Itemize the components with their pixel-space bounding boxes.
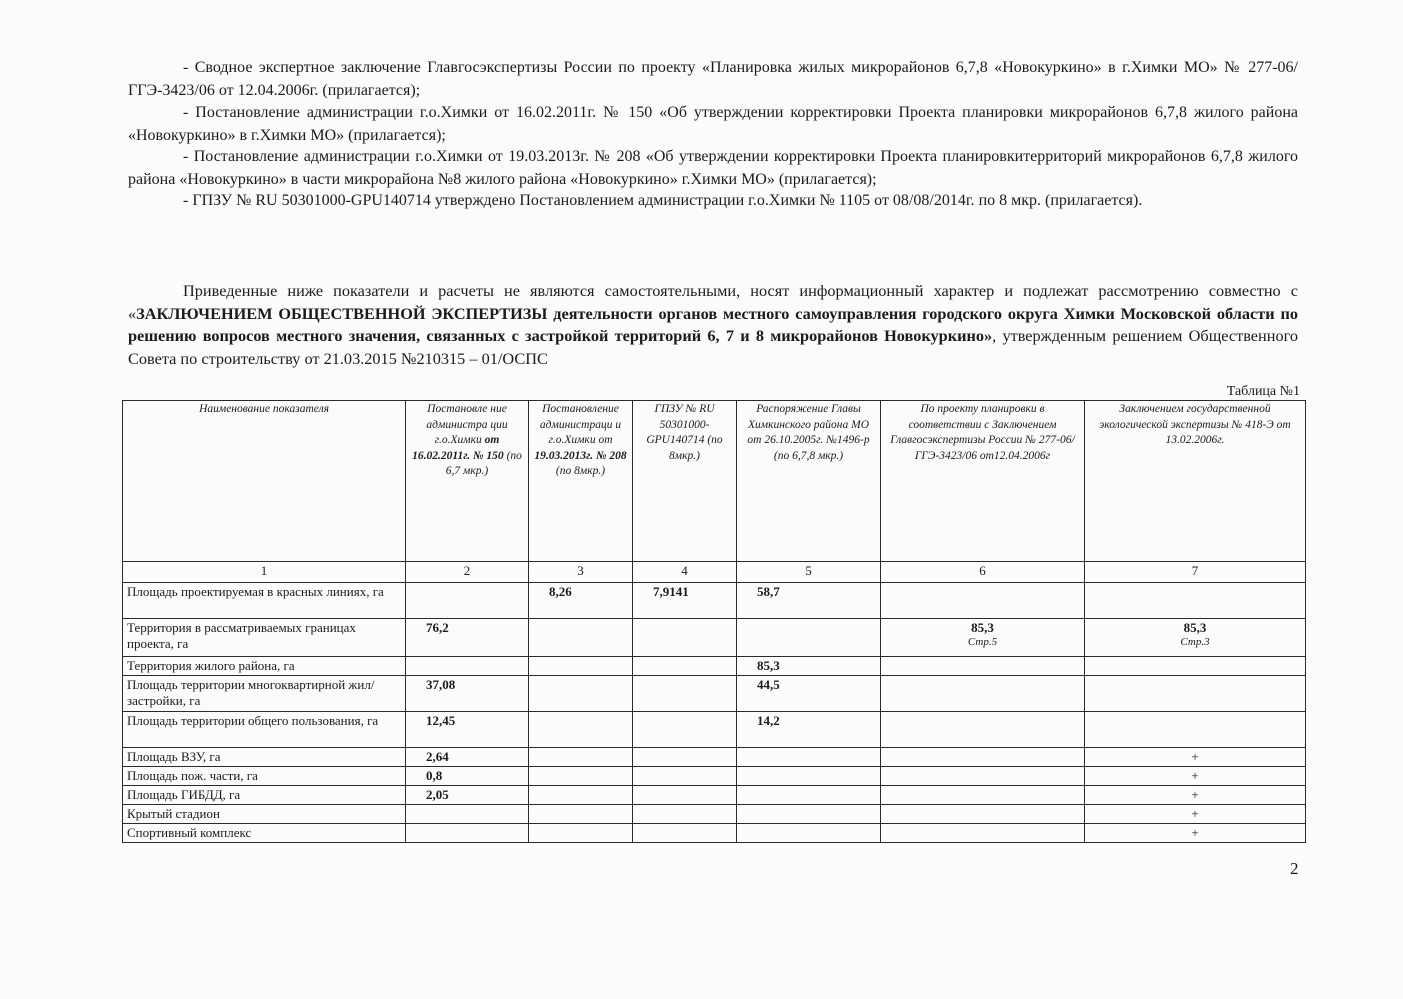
column-numbers-row xyxy=(123,562,1306,583)
bullet-4: - ГПЗУ № RU 50301000-GPU140714 утверждено Постановлением администрации г.о.Химки № 1105 от 08/08/2014г. по 8 мкр. (прилагается). xyxy=(183,192,1143,209)
cell-c3 xyxy=(529,748,633,767)
intro-text-end: , утвержденным решением Общественного Совета по строительству от 21.03.2015 №210315 – 01/ОСПС xyxy=(128,326,1299,368)
cell-c2 xyxy=(406,657,529,676)
column-number: 7 xyxy=(1085,562,1306,583)
header-decree-208-a: Постановление администраци и г.о.Химки от xyxy=(539,403,622,446)
cell-c3 xyxy=(529,767,633,786)
header-decree-208-c: (по 8мкр.) xyxy=(555,465,606,477)
header-planning-project: По проекту планировки в соответствии с Заключением Главгосэкспертизы России № 277-06/ГГЭ-3423/06 от12.04.2006г xyxy=(881,401,1085,562)
cell-c3 xyxy=(529,824,633,843)
header-decree-150-b: от 16.02.2011г. № 150 xyxy=(412,434,504,462)
header-decree-150-a: Постановле ние администра ции г.о.Химки xyxy=(426,403,508,446)
row-label: Площадь ГИБДД, га xyxy=(123,786,406,805)
cell-c7: + xyxy=(1085,767,1306,786)
cell-c7 xyxy=(1085,619,1306,657)
cell-c2: 37,08 xyxy=(406,676,529,712)
column-number: 1 xyxy=(123,562,406,583)
intro-paragraph xyxy=(128,280,1298,370)
cell-c4 xyxy=(633,748,737,767)
header-indicator-name: Наименование показателя xyxy=(123,401,406,562)
table-row xyxy=(123,712,1306,748)
cell-c7: + xyxy=(1085,824,1306,843)
cell-c5: 44,5 xyxy=(737,676,881,712)
table-row xyxy=(123,824,1306,843)
cell-c4: 7,9141 xyxy=(633,583,737,619)
row-label: Площадь проектируемая в красных линиях, га xyxy=(123,583,406,619)
cell-c2 xyxy=(406,824,529,843)
cell-c5 xyxy=(737,767,881,786)
cell-c6 xyxy=(881,805,1085,824)
cell-c7: + xyxy=(1085,786,1306,805)
cell-c6 xyxy=(881,824,1085,843)
header-decree-150 xyxy=(406,401,529,562)
bullet-2: - Постановление администрации г.о.Химки от 16.02.2011г. № 150 «Об утверждении корректировки Проекта планировки микрорайонов 6,7,8 жилого района «Новокуркино» в г.Химки МО» (прилагается); xyxy=(128,104,1298,144)
table-row xyxy=(123,676,1306,712)
cell-c4 xyxy=(633,824,737,843)
column-number: 4 xyxy=(633,562,737,583)
cell-c6 xyxy=(881,676,1085,712)
row-label: Крытый стадион xyxy=(123,805,406,824)
cell-c6 xyxy=(881,712,1085,748)
cell-c3: 8,26 xyxy=(529,583,633,619)
cell-c6 xyxy=(881,748,1085,767)
cell-c4 xyxy=(633,786,737,805)
cell-c5 xyxy=(737,824,881,843)
header-ecology-expertise: Заключением государственной экологической экспертизы № 418-Э от 13.02.2006г. xyxy=(1085,401,1306,562)
table-row xyxy=(123,767,1306,786)
cell-c2: 0,8 xyxy=(406,767,529,786)
table-row xyxy=(123,619,1306,657)
cell-c5: 85,3 xyxy=(737,657,881,676)
cell-c7 xyxy=(1085,657,1306,676)
bullet-1: - Сводное экспертное заключение Главгосэкспертизы России по проекту «Планировка жилых микрорайонов 6,7,8 «Новокуркино» в г.Химки МО» № 277-06/ГГЭ-3423/06 от 12.04.2006г. (прилагается); xyxy=(128,59,1298,99)
header-decree-150-c: (по 6,7 мкр.) xyxy=(445,449,522,477)
cell-c7 xyxy=(1085,712,1306,748)
row-label: Территория в рассматриваемых границах проекта, га xyxy=(123,619,406,657)
cell-c7 xyxy=(1085,583,1306,619)
bullet-3: - Постановление администрации г.о.Химки от 19.03.2013г. № 208 «Об утверждении корректировки Проекта планировкитерриторий микрорайонов 6,7,8 жилого района «Новокуркино» в части микрорайона №8 жилого района «Новокуркино» г.Химки МО» (прилагается); xyxy=(128,148,1298,188)
column-number: 2 xyxy=(406,562,529,583)
cell-c6-value: 85,3 xyxy=(971,620,994,635)
cell-c5 xyxy=(737,748,881,767)
header-order-1496: Распоряжение Главы Химкинского района МО от 26.10.2005г. №1496-р (по 6,7,8 мкр.) xyxy=(737,401,881,562)
cell-c3 xyxy=(529,805,633,824)
cell-c7-note: Стр.3 xyxy=(1180,636,1210,648)
table-row xyxy=(123,805,1306,824)
cell-c7: + xyxy=(1085,805,1306,824)
cell-c3 xyxy=(529,619,633,657)
header-decree-208 xyxy=(529,401,633,562)
cell-c3 xyxy=(529,676,633,712)
intro-text-start: Приведенные ниже показатели и расчеты не являются самостоятельными, носят информационный характер и подлежат рассмотрению совместно с « xyxy=(128,281,1298,323)
cell-c2: 2,64 xyxy=(406,748,529,767)
column-number: 3 xyxy=(529,562,633,583)
row-label: Площадь территории общего пользования, га xyxy=(123,712,406,748)
cell-c6 xyxy=(881,657,1085,676)
cell-c2 xyxy=(406,805,529,824)
table-caption: Таблица №1 xyxy=(1226,384,1300,399)
cell-c7: + xyxy=(1085,748,1306,767)
page-number: 2 xyxy=(1290,859,1299,878)
cell-c2: 2,05 xyxy=(406,786,529,805)
header-gpzu: ГПЗУ № RU 50301000-GPU140714 (по 8мкр.) xyxy=(633,401,737,562)
cell-c6 xyxy=(881,786,1085,805)
cell-c7-value: 85,3 xyxy=(1183,620,1207,635)
cell-c3 xyxy=(529,786,633,805)
table-row xyxy=(123,748,1306,767)
cell-c5: 58,7 xyxy=(737,583,881,619)
cell-c5 xyxy=(737,619,881,657)
header-decree-208-b: 19.03.2013г. № 208 xyxy=(534,449,627,462)
row-label: Площадь пож. части, га xyxy=(123,767,406,786)
table-row xyxy=(123,657,1306,676)
column-number: 5 xyxy=(737,562,881,583)
intro-bold-title: ЗАКЛЮЧЕНИЕМ ОБЩЕСТВЕННОЙ ЭКСПЕРТИЗЫ xyxy=(136,303,548,323)
cell-c6 xyxy=(881,583,1085,619)
cell-c2: 12,45 xyxy=(406,712,529,748)
cell-c7 xyxy=(1085,676,1306,712)
row-label: Территория жилого района, га xyxy=(123,657,406,676)
intro-bold-rest: деятельности органов местного самоуправления городского округа Химки Московской области по решению вопросов местного значения, связанных с застройкой территорий 6, 7 и 8 микрорайонов Новокуркино» xyxy=(128,303,1298,345)
cell-c6-note: Стр.5 xyxy=(967,636,998,648)
cell-c4 xyxy=(633,676,737,712)
cell-c4 xyxy=(633,767,737,786)
cell-c5: 14,2 xyxy=(737,712,881,748)
column-number: 6 xyxy=(881,562,1085,583)
table-row xyxy=(123,583,1306,619)
cell-c6 xyxy=(881,619,1085,657)
row-label: Спортивный комплекс xyxy=(123,824,406,843)
row-label: Площадь территории многоквартирной жил/застройки, га xyxy=(123,676,406,712)
cell-c4 xyxy=(633,712,737,748)
table-header-row xyxy=(123,401,1306,562)
cell-c4 xyxy=(633,657,737,676)
cell-c5 xyxy=(737,786,881,805)
cell-c4 xyxy=(633,619,737,657)
cell-c5 xyxy=(737,805,881,824)
cell-c2: 76,2 xyxy=(406,619,529,657)
row-label: Площадь ВЗУ, га xyxy=(123,748,406,767)
cell-c4 xyxy=(633,805,737,824)
indicators-table xyxy=(122,400,1306,843)
table-row xyxy=(123,786,1306,805)
cell-c6 xyxy=(881,767,1085,786)
cell-c2 xyxy=(406,583,529,619)
cell-c3 xyxy=(529,657,633,676)
cell-c3 xyxy=(529,712,633,748)
